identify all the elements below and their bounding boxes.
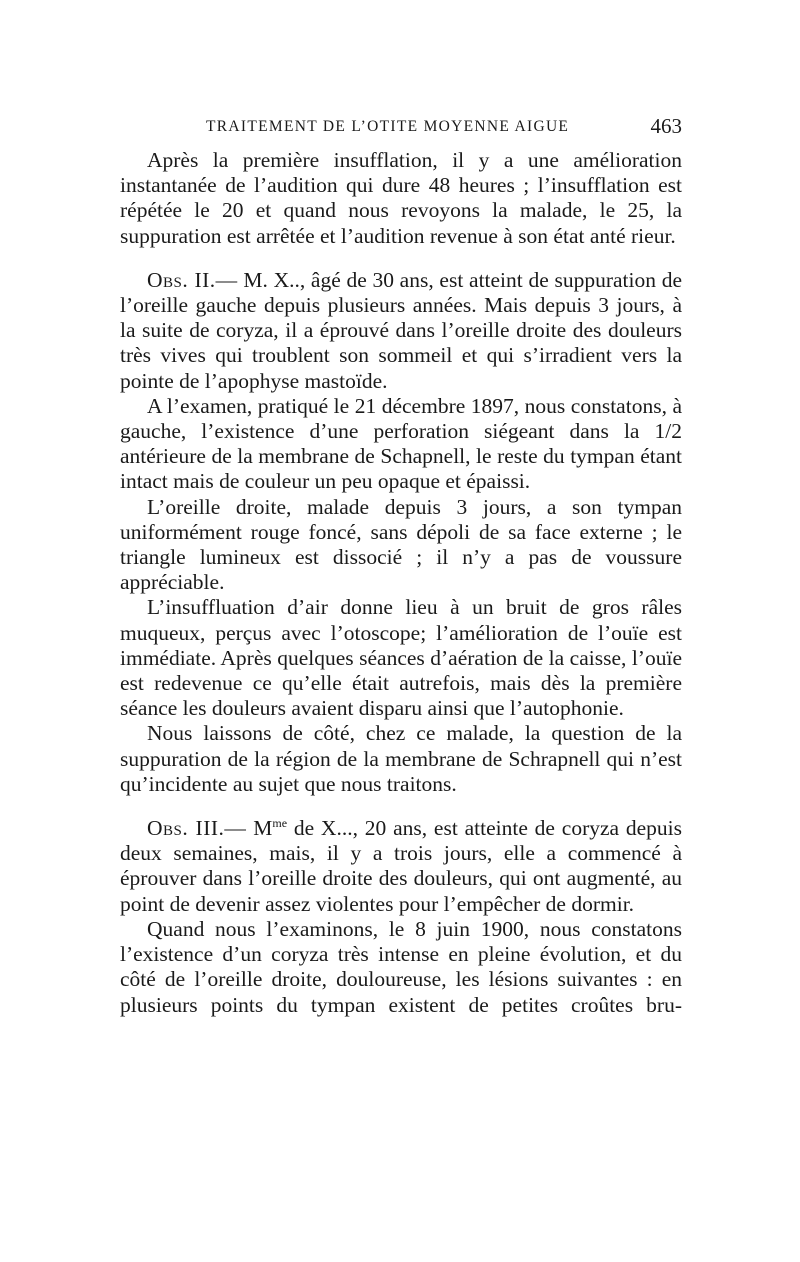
paragraph-text: L’oreille droite, malade depuis 3 jours, a son tympan uniformément rouge foncé, sans dépoli de sa face externe ; le triangle lumineux est dissocié ; il n’y a pas de voussure appréciable. xyxy=(120,494,682,595)
paragraph-3 xyxy=(120,394,682,495)
page-number: 463 xyxy=(650,114,682,138)
paragraph-text: Nous laissons de côté, chez ce malade, la question de la suppuration de la région de la membrane de Schrapnell qui n’est qu’incidente au sujet que nous traitons. xyxy=(120,721,682,796)
paragraph-text: Après la première insufflation, il y a une amélioration instantanée de l’audition qui dure 48 heures ; l’insufflation est répétée le 20 et quand nous revoyons la malade, le 25, la suppuration est arrêtée et l’audition revenue à son état anté rieur. xyxy=(120,148,682,248)
paragraph-1 xyxy=(120,148,682,249)
observation-label: Obs. III.— xyxy=(147,816,247,841)
paragraph-text: L’insuffluation d’air donne lieu à un bruit de gros râles muqueux, perçus avec l’otoscope; l’amélioration de l’ouïe est immédiate. Après quelques séances d’aération de la caisse, l’ouïe est redevenue ce qu’elle était autrefois, mais dès la première séance les douleurs avaient disparu ainsi que l’autophonie. xyxy=(120,595,682,721)
observation-label: Obs. II.— xyxy=(147,267,238,292)
patient-title: M xyxy=(246,816,273,841)
paragraph-text: Quand nous l’examinons, le 8 juin 1900, nous constatons l’existence d’un coryza très intense en pleine évolution, et du côté de l’oreille droite, douloureuse, les lésions suivantes : en plusieurs points du tympan existent de petites croûtes bru- xyxy=(120,916,682,1017)
observation-2 xyxy=(120,268,682,394)
paragraph-6 xyxy=(120,721,682,797)
running-title: TRAITEMENT DE L’OTITE MOYENNE AIGUE xyxy=(206,118,570,135)
paragraph-text: A l’examen, pratiqué le 21 décembre 1897, nous constatons, à gauche, l’existence d’une perforation siégeant dans la 1/2 antérieure de la membrane de Schapnell, le reste du tympan étant intact mais de couleur un peu opaque et épaissi. xyxy=(120,393,682,494)
patient-title-superscript: me xyxy=(272,815,288,830)
paragraph-5 xyxy=(120,595,682,721)
paragraph-8 xyxy=(120,917,682,1018)
paragraph-text: M. X.., âgé de 30 ans, est atteint de suppuration de l’oreille gauche depuis plusieurs années. Mais depuis 3 jours, à la suite de coryza, il a éprouvé dans l’oreille droite des douleurs très vives qui troublent son sommeil et qui s’irradient vers la pointe de l’apophyse mastoïde. xyxy=(120,267,682,393)
running-head xyxy=(120,114,682,146)
observation-3 xyxy=(120,816,682,917)
paragraph-text: de X..., 20 ans, est atteinte de coryza depuis deux semaines, mais, il y a trois jours, elle a commencé à éprouver dans l’oreille droite des douleurs, qui ont augmenté, au point de devenir assez violentes pour l’empêcher de dormir. xyxy=(120,816,683,916)
paragraph-4 xyxy=(120,495,682,596)
body-text xyxy=(120,148,682,1018)
